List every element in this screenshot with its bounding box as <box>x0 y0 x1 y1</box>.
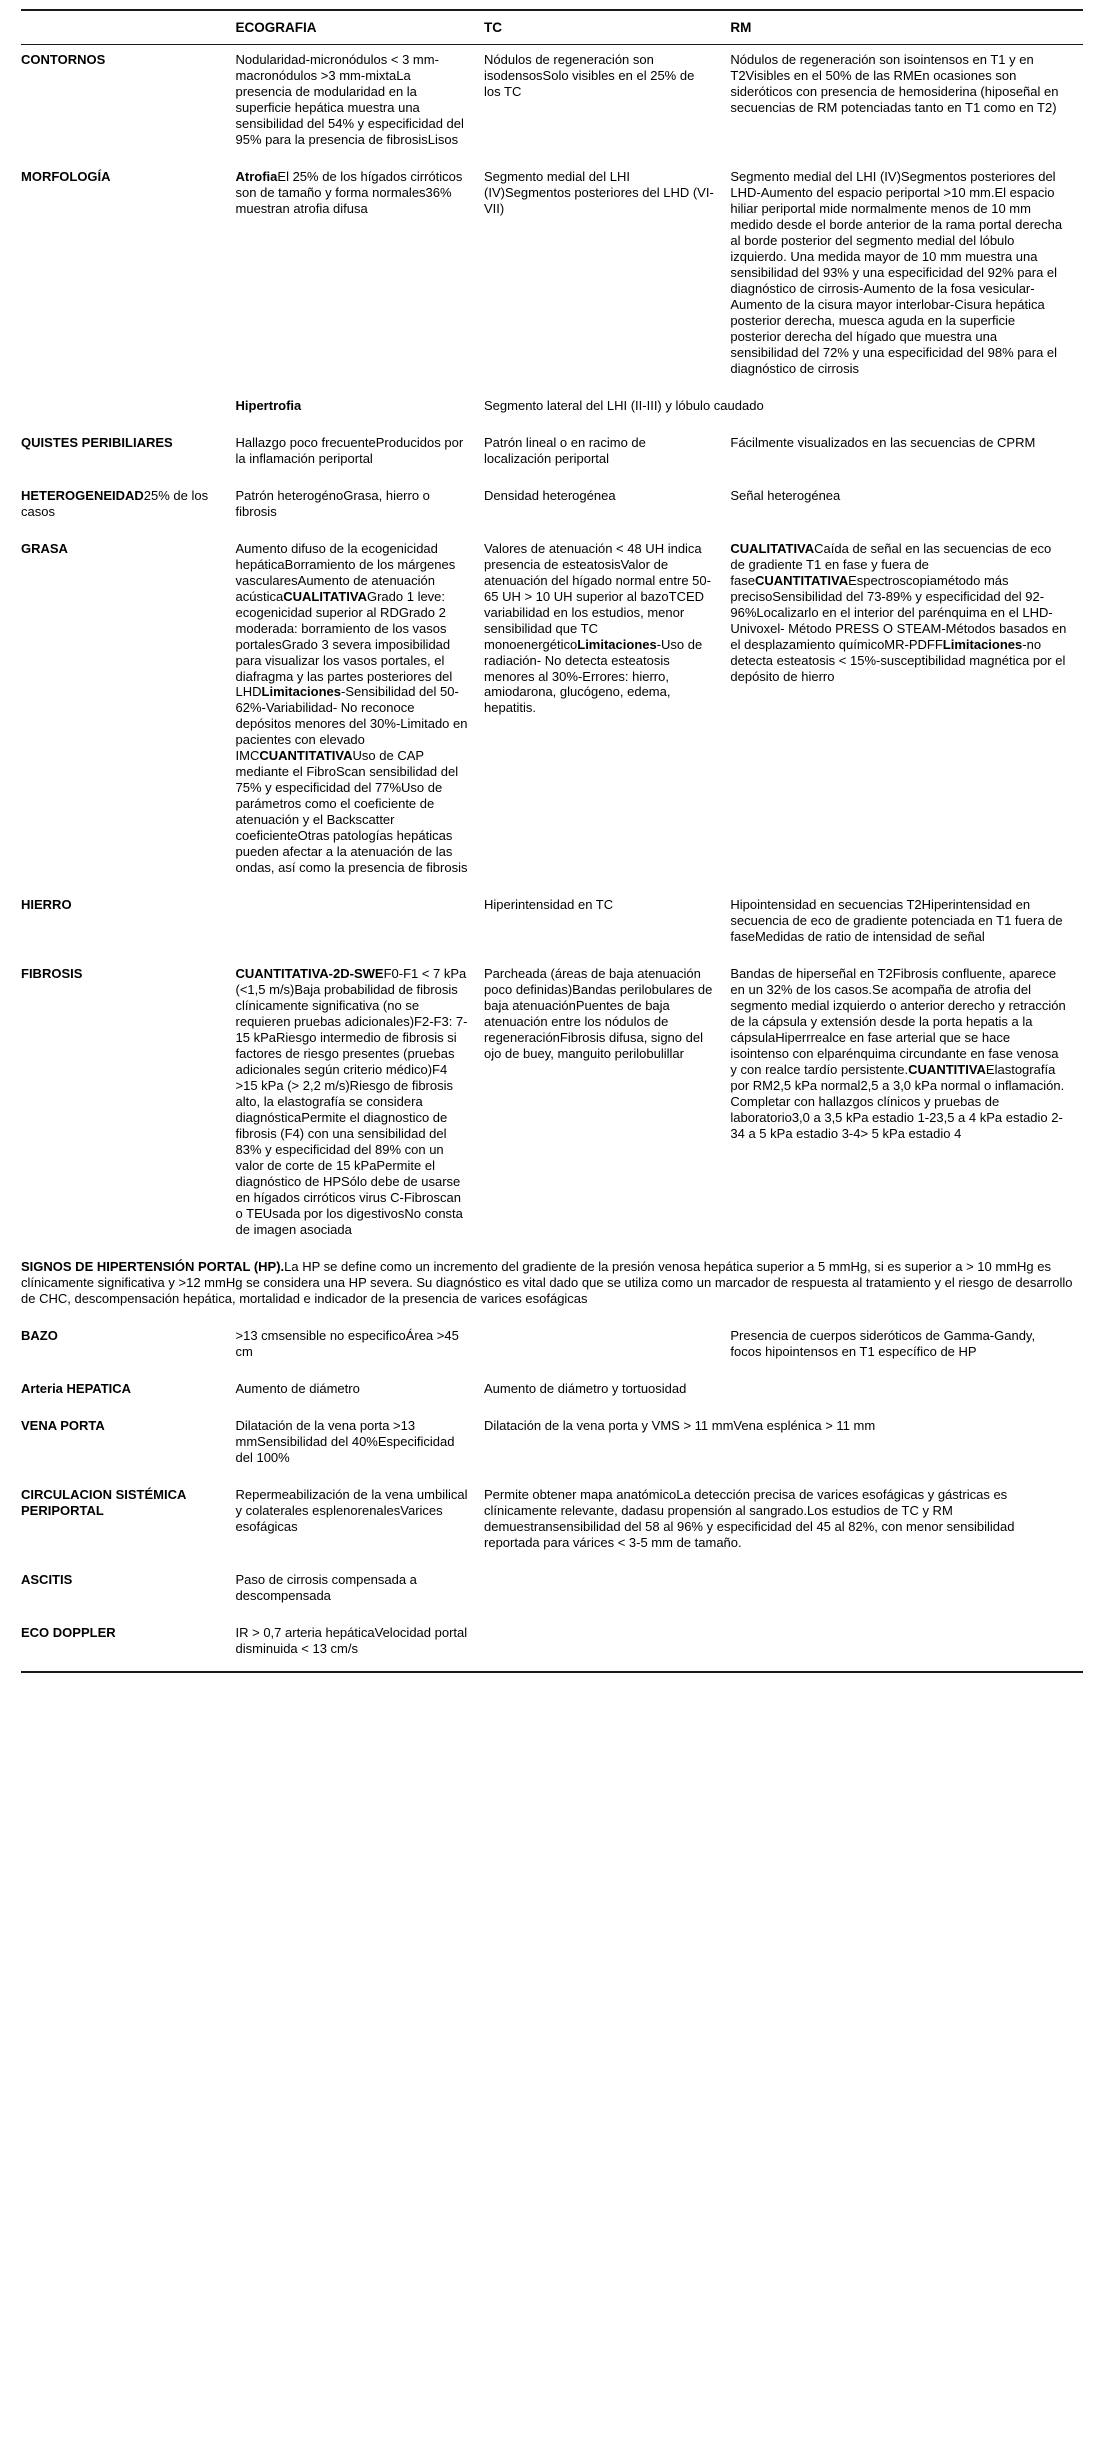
text-segment: Grado 1 leve: ecogenicidad superior al RDGrado 2 moderada: borramiento de los vasos portalesGrado 3 severa imposibilidad para visualizar los vasos portales, el diafragma y las partes posteriores del LHD <box>235 588 453 700</box>
cell-hipertrofia-tc-rm: Segmento lateral del LHI (II-III) y lóbulo caudado <box>484 397 764 413</box>
cell-contornos-ecografia: Nodularidad-micronódulos < 3 mm-macronódulos >3 mm-mixtaLa presencia de modularidad en la superficie hepática muestra una sensibilidad del 54% y especificidad del 95% para la presencia de fibrosisLisos <box>235 52 464 147</box>
row-contornos <box>21 45 1083 162</box>
cell-arteria-tc-rm: Aumento de diámetro y tortuosidad <box>484 1380 687 1396</box>
header-tc: TC <box>484 10 730 45</box>
row-label-hipertrofia-blank <box>21 391 236 428</box>
row-label-vena-porta: VENA PORTA <box>21 1417 105 1433</box>
text-segment: Caída de señal en las secuencias de eco de gradiente T1 en fase y fuera de fase <box>730 540 1052 588</box>
text-segment: HETEROGENEIDAD <box>21 487 144 503</box>
text-segment: El 25% de los hígados cirróticos son de tamaño y forma normales36% muestran atrofia difusa <box>235 168 463 216</box>
text-segment: F0-F1 < 7 kPa (<1,5 m/s)Baja probabilidad de fibrosis clínicamente significativa (no se requieren pruebas adicionales)F2-F3: 7-15 kPaRiesgo intermedio de fibrosis si factores de riesgo presentes (pruebas adicionales según criterio médico)F4 >15 kPa (> 2,2 m/s)Riesgo de fibrosis alto, la elastografía se considera diagnósticaPermite el diagnostico de fibrosis (F4) con una sensibilidad del 83% y especificidad del 89% con un valor de corte de 15 kPaPermite el diagnóstico de HPSólo debe de usarse en hígados cirróticos virus C-Fibroscan o TEUsada por los digestivosNo consta de imagen asociada <box>235 966 468 1237</box>
text-segment: CUANTITATIVA-2D-SWE <box>235 966 384 982</box>
row-label-ascitis: ASCITIS <box>21 1571 73 1587</box>
cell-fibrosis-ecografia <box>236 959 485 1252</box>
row-label-grasa: GRASA <box>21 540 68 556</box>
row-quistes-peribiliares <box>21 428 1083 481</box>
row-heterogeneidad <box>21 481 1083 534</box>
text-segment: 25% de los casos <box>21 487 209 519</box>
text-segment: Aumento difuso de la ecogenicidad hepáticaBorramiento de los márgenes vascularesAumento de atenuación acústica <box>235 540 456 604</box>
row-label-fibrosis: FIBROSIS <box>21 966 83 982</box>
cell-bazo-ecografia: >13 cmsensible no especificoÁrea >45 cm <box>235 1327 459 1359</box>
cell-ascitis-rm-empty <box>730 1565 1083 1618</box>
cell-arteria-ecografia: Aumento de diámetro <box>235 1380 360 1396</box>
text-segment: Limitaciones <box>942 636 1023 652</box>
text-segment: Limitaciones <box>261 684 341 700</box>
cell-hierro-rm: Hipointensidad en secuencias T2Hiperintensidad en secuencia de eco de gradiente potenciada en T1 fuera de faseMedidas de ratio de intensidad de señal <box>730 897 1063 945</box>
text-segment: Limitaciones <box>577 636 657 652</box>
header-row <box>21 10 1083 45</box>
cell-heterogeneidad-tc: Densidad heterogénea <box>484 487 616 503</box>
text-segment: CUALITATIVA <box>730 540 815 556</box>
cell-contornos-tc: Nódulos de regeneración son isodensosSolo visibles en el 25% de los TC <box>484 52 695 99</box>
text-segment: Valores de atenuación < 48 UH indica presencia de esteatosisValor de atenuación del hígado normal entre 50-65 UH > 10 UH superior al bazoTCED variabilidad en los estudios, menor sensibilidad que TC monoenergético <box>484 540 711 652</box>
cell-signos-hipertension-portal <box>21 1252 1083 1321</box>
row-morfologia <box>21 162 1083 391</box>
text-segment: CUANTITATIVA <box>259 748 353 764</box>
cell-quistes-tc: Patrón lineal o en racimo de localización periportal <box>484 434 646 466</box>
text-segment: Espectroscopiamétodo más precisoSensibilidad del 73-89% y especificidad del 92-96%Localizarlo en el interior del parénquima en el LHD-Univoxel- Método PRESS O STEAM-Métodos basados en el desplazamiento químicoMR-PDFF <box>730 572 1067 652</box>
text-segment: La HP se define como un incremento del gradiente de la presión venosa hepática superior a 5 mmHg, si es superior a > 10 mmHg es clínicamente significativa y >12 mmHg se considera una HP severa. Su diagnóstico es vital dado que se utiliza como un marcador de respuesta al tratamiento y el riesgo de desarrollo de CHC, descompensación hepática, mortalidad e indicador de la presencia de varices esofágicas <box>21 1258 1073 1306</box>
text-segment: -no detecta esteatosis < 15%-susceptibilidad magnética por el depósito de hierro <box>730 636 1066 684</box>
text-segment: Uso de CAP mediante el FibroScan sensibilidad del 75% y especificidad del 77%Uso de parámetros como el coeficiente de atenuación y el Backscatter coeficienteOtras patologías hepáticas pueden afectar a la atenuación de las ondas, así como la presencia de fibrosis <box>235 748 468 876</box>
text-segment: CUANTITATIVA <box>754 572 849 588</box>
cell-contornos-rm: Nódulos de regeneración son isointensos en T1 y en T2Visibles en el 50% de las RMEn ocasiones son sideróticos con presencia de hemosiderina (hiposeñal en secuencias de RM potenciadas tanto en T1 como en T2) <box>730 52 1059 115</box>
cell-hierro-tc: Hiperintensidad en TC <box>484 897 614 913</box>
cell-morfologia-rm: Segmento medial del LHI (IV)Segmentos posteriores del LHD-Aumento del espacio periportal >10 mm.El espacio hiliar periportal mide normalmente menos de 10 mm medido desde el borde anterior de la rama portal derecha al borde posterior del segmento medial del lóbulo izquierdo. Una medida mayor de 10 mm muestra una sensibilidad del 93% y una especificidad del 92% para el diagnóstico de cirrosis-Aumento de la fosa vesicular-Aumento de la cisura mayor interlobar-Cisura hepática posterior derecha, muesca aguda en la superficie posterior derecha del hígado que muestra una sensibilidad del 72% y una especificidad del 98% para el diagnóstico de cirrosis <box>730 168 1063 376</box>
row-grasa <box>21 534 1083 891</box>
row-circulacion-sistemica <box>21 1480 1083 1565</box>
row-label-bazo: BAZO <box>21 1327 58 1343</box>
cell-grasa-rm <box>730 534 1083 891</box>
row-ascitis <box>21 1565 1083 1618</box>
cell-grasa-tc <box>484 534 730 891</box>
row-signos-hipertension-portal <box>21 1252 1083 1321</box>
table-header <box>21 10 1083 45</box>
text-segment: Atrofia <box>235 168 278 184</box>
cell-vena-porta-ecografia: Dilatación de la vena porta >13 mmSensibilidad del 40%Especificidad del 100% <box>235 1417 455 1465</box>
cell-bazo-rm: Presencia de cuerpos sideróticos de Gamma-Gandy, focos hipointensos en T1 específico de HP <box>730 1327 1036 1359</box>
text-segment: -Sensibilidad del 50-62%-Variabilidad- No reconoce depósitos menores del 30%-Limitado en pacientes con elevado IMC <box>235 684 468 764</box>
cell-eco-doppler-rm-empty <box>730 1618 1083 1672</box>
cell-quistes-ecografia: Hallazgo poco frecuenteProducidos por la inflamación periportal <box>235 434 464 466</box>
row-label-hierro: HIERRO <box>21 897 72 913</box>
row-eco-doppler <box>21 1618 1083 1672</box>
row-fibrosis <box>21 959 1083 1252</box>
cell-ascitis-ecografia: Paso de cirrosis compensada a descompensada <box>235 1571 417 1603</box>
liver-imaging-comparison-table <box>21 9 1083 1673</box>
row-label-arteria-hepatica: Arteria HEPATICA <box>21 1380 132 1396</box>
cell-fibrosis-tc: Parcheada (áreas de baja atenuación poco definidas)Bandas perilobulares de baja atenuaciónPuentes de baja atenuación entre los nódulos de regeneraciónFibrosis difusa, signo del ojo de buey, manguito perilobulillar <box>484 966 713 1062</box>
row-label-eco-doppler: ECO DOPPLER <box>21 1624 116 1640</box>
header-rm: RM <box>730 10 1083 45</box>
cell-morfologia-ecografia <box>236 162 485 391</box>
cell-ascitis-tc-empty <box>484 1565 730 1618</box>
row-label-circulacion-sistemica: CIRCULACION SISTÉMICA PERIPORTAL <box>21 1486 186 1518</box>
cell-fibrosis-rm <box>730 959 1083 1252</box>
cell-circulacion-tc-rm: Permite obtener mapa anatómicoLa detección precisa de varices esofágicas y gástricas es clínicamente relevante, dadasu propensión al sangrado.Los estudios de TC y RM demuestransensibilidad del 58 al 96% y especificidad del 45 al 82%, con menor sensibilidad reportada para várices < 3-5 mm de tamaño. <box>484 1486 1015 1550</box>
cell-vena-porta-tc-rm: Dilatación de la vena porta y VMS > 11 mmVena esplénica > 11 mm <box>484 1417 876 1433</box>
cell-heterogeneidad-rm: Señal heterogénea <box>730 487 841 503</box>
cell-eco-doppler-tc-empty <box>484 1618 730 1672</box>
row-label-quistes-peribiliares: QUISTES PERIBILIARES <box>21 434 173 450</box>
row-hipertrofia <box>21 391 1083 428</box>
text-segment: Bandas de hiperseñal en T2Fibrosis confluente, aparece en un 32% de los casos.Se acompaña de atrofia del segmento medial izquierdo o anterior derecho y retracción de la cápsula y extensión desde la porta hepatis a la cápsulaHiperrrealce en fase arterial que se hace isointenso con elparénquima circundante en fase venosa y con realce tardío persistente. <box>730 966 1066 1078</box>
cell-eco-doppler-ecografia: IR > 0,7 arteria hepáticaVelocidad portal disminuida < 13 cm/s <box>235 1624 468 1656</box>
text-segment: Elastografía por RM2,5 kPa normal2,5 a 3,0 kPa normal o inflamación. Completar con hallazgos clínicos y pruebas de laboratorio3,0 a 3,5 kPa estadio 1-23,5 a 4 kPa estadio 2-34 a 5 kPa estadio 3-4> 5 kPa estadio 4 <box>730 1062 1065 1142</box>
cell-bazo-tc-empty <box>484 1321 730 1374</box>
cell-grasa-ecografia <box>236 534 485 891</box>
cell-heterogeneidad-ecografia: Patrón heterogénoGrasa, hierro o fibrosis <box>235 487 430 519</box>
text-segment: CUALITATIVA <box>283 588 367 604</box>
cell-quistes-rm: Fácilmente visualizados en las secuencias de CPRM <box>730 434 1036 450</box>
row-arteria-hepatica <box>21 1374 1083 1411</box>
cell-circulacion-ecografia: Repermeabilización de la vena umbilical y colaterales esplenorenalesVarices esofágicas <box>235 1486 468 1534</box>
row-label-heterogeneidad <box>21 481 236 534</box>
row-label-morfologia: MORFOLOGÍA <box>21 168 111 184</box>
cell-morfologia-tc: Segmento medial del LHI (IV)Segmentos posteriores del LHD (VI-VII) <box>484 168 714 216</box>
text-segment: Hipertrofia <box>235 397 302 413</box>
cell-hierro-ecografia-empty <box>236 890 485 959</box>
row-vena-porta <box>21 1411 1083 1480</box>
text-segment: SIGNOS DE HIPERTENSIÓN PORTAL (HP). <box>21 1258 285 1274</box>
header-blank <box>21 10 236 45</box>
header-ecografia: ECOGRAFIA <box>236 10 485 45</box>
row-bazo <box>21 1321 1083 1374</box>
row-hierro <box>21 890 1083 959</box>
cell-hipertrofia-ecografia <box>236 391 485 428</box>
text-segment: CUANTITIVA <box>908 1062 986 1078</box>
text-segment: -Uso de radiación- No detecta esteatosis menores al 30%-Errores: hierro, amiodarona, glucógeno, edema, hepatitis. <box>484 636 703 716</box>
row-label-contornos: CONTORNOS <box>21 52 106 67</box>
